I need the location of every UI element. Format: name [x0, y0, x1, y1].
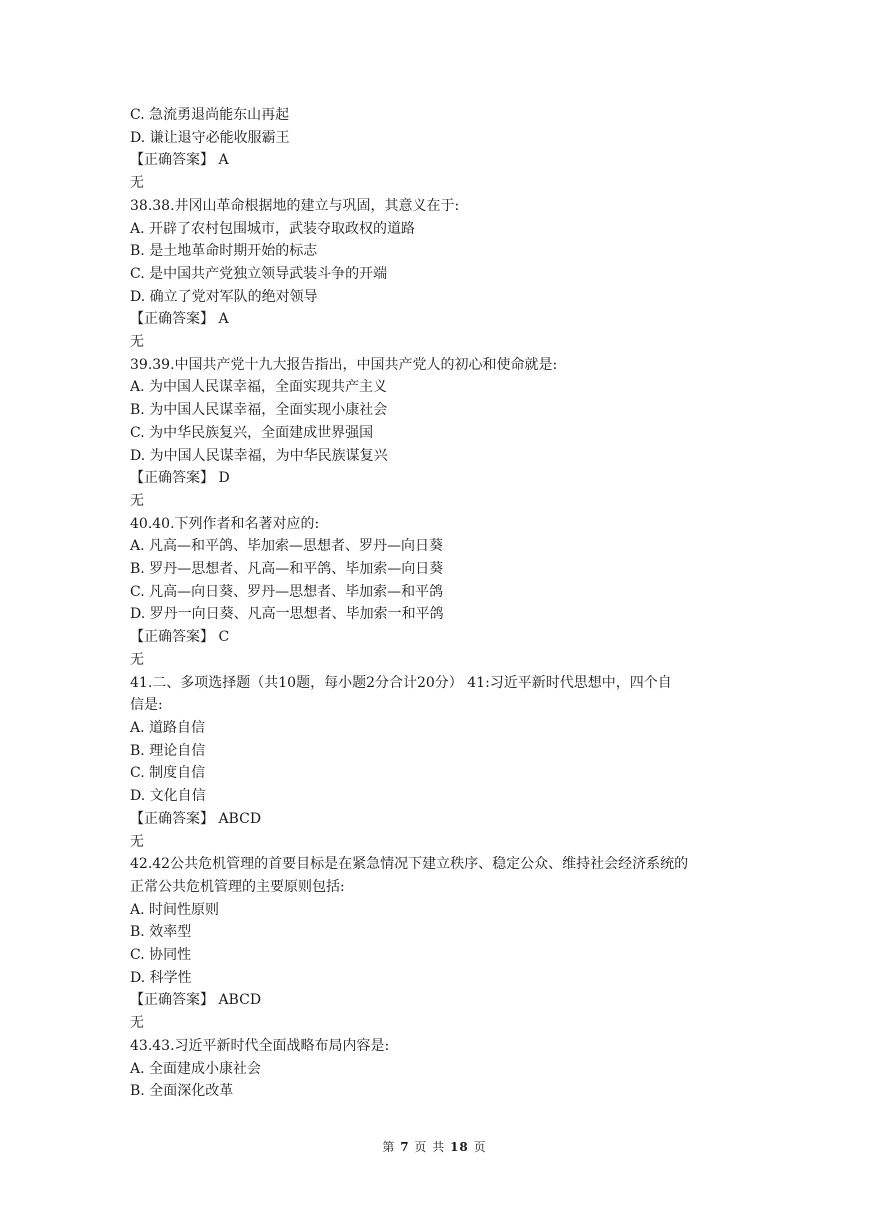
option-line: B. 理论自信 — [130, 742, 206, 759]
option-line: C. 制度自信 — [130, 765, 206, 782]
option-line: A. 道路自信 — [130, 719, 206, 736]
page-footer — [0, 1138, 869, 1155]
document-body — [130, 104, 750, 1103]
answer-line: 【正确答案】 D — [130, 470, 230, 487]
option-line: C. 凡高—向日葵、罗丹—思想者、毕加索—和平鸽 — [130, 583, 444, 600]
question-line: 42.42公共危机管理的首要目标是在紧急情况下建立秩序、稳定公众、维持社会经济系统的 — [130, 856, 689, 873]
question-line: 38.38.井冈山革命根据地的建立与巩固，其意义在于: — [130, 197, 460, 214]
option-line: D. 为中国人民谋幸福，为中华民族谋复兴 — [130, 447, 388, 464]
option-line: B. 是土地革命时期开始的标志 — [130, 243, 318, 260]
current-page-number: 7 — [400, 1140, 410, 1154]
answer-line: 【正确答案】 ABCD — [130, 992, 262, 1009]
option-line: A. 为中国人民谋幸福，全面实现共产主义 — [130, 379, 388, 396]
option-line: A. 开辟了农村包围城市，武装夺取政权的道路 — [130, 220, 416, 237]
option-line: D. 文化自信 — [130, 788, 206, 805]
explanation-line: 无 — [130, 334, 144, 351]
explanation-line: 无 — [130, 651, 144, 668]
footer-middle: 页 共 — [414, 1140, 446, 1154]
question-line: 41.二、多项选择题（共10题，每小题2分合计20分） 41:习近平新时代思想中，四个自 — [130, 674, 672, 691]
answer-line: 【正确答案】 C — [130, 629, 230, 646]
answer-line: 【正确答案】 A — [130, 311, 229, 328]
question-line-continued: 信是: — [130, 697, 163, 714]
option-line: D. 确立了党对军队的绝对领导 — [130, 288, 318, 305]
option-line: A. 凡高—和平鸽、毕加索—思想者、罗丹—向日葵 — [130, 538, 444, 555]
option-line: B. 全面深化改革 — [130, 1083, 234, 1100]
option-line: B. 效率型 — [130, 924, 192, 941]
footer-prefix: 第 — [382, 1140, 396, 1154]
option-line: A. 全面建成小康社会 — [130, 1060, 262, 1077]
question-line: 40.40.下列作者和名著对应的: — [130, 515, 320, 532]
explanation-line: 无 — [130, 1015, 144, 1032]
question-line-continued: 正常公共危机管理的主要原则包括: — [130, 878, 345, 895]
option-line: C. 急流勇退尚能东山再起 — [130, 107, 290, 123]
answer-line: 【正确答案】 ABCD — [130, 810, 262, 827]
option-line: B. 罗丹—思想者、凡高—和平鸽、毕加索—向日葵 — [130, 561, 444, 578]
option-line: C. 为中华民族复兴，全面建成世界强国 — [130, 424, 374, 441]
explanation-line: 无 — [130, 833, 144, 850]
explanation-line: 无 — [130, 492, 144, 509]
answer-line: 【正确答案】 A — [130, 152, 229, 169]
option-line: D. 罗丹一向日葵、凡高一思想者、毕加索一和平鸽 — [130, 606, 444, 623]
footer-suffix: 页 — [473, 1140, 487, 1154]
option-line: C. 是中国共产党独立领导武装斗争的开端 — [130, 265, 388, 282]
question-line: 39.39.中国共产党十九大报告指出，中国共产党人的初心和使命就是: — [130, 356, 558, 373]
question-line: 43.43.习近平新时代全面战略布局内容是: — [130, 1037, 390, 1054]
option-line: D. 科学性 — [130, 969, 192, 986]
explanation-line: 无 — [130, 175, 144, 192]
option-line: C. 协同性 — [130, 947, 192, 964]
total-page-count: 18 — [450, 1140, 469, 1154]
option-line: B. 为中国人民谋幸福，全面实现小康社会 — [130, 402, 388, 419]
option-line: D. 谦让退守必能收服霸王 — [130, 129, 290, 146]
option-line: A. 时间性原则 — [130, 901, 220, 918]
